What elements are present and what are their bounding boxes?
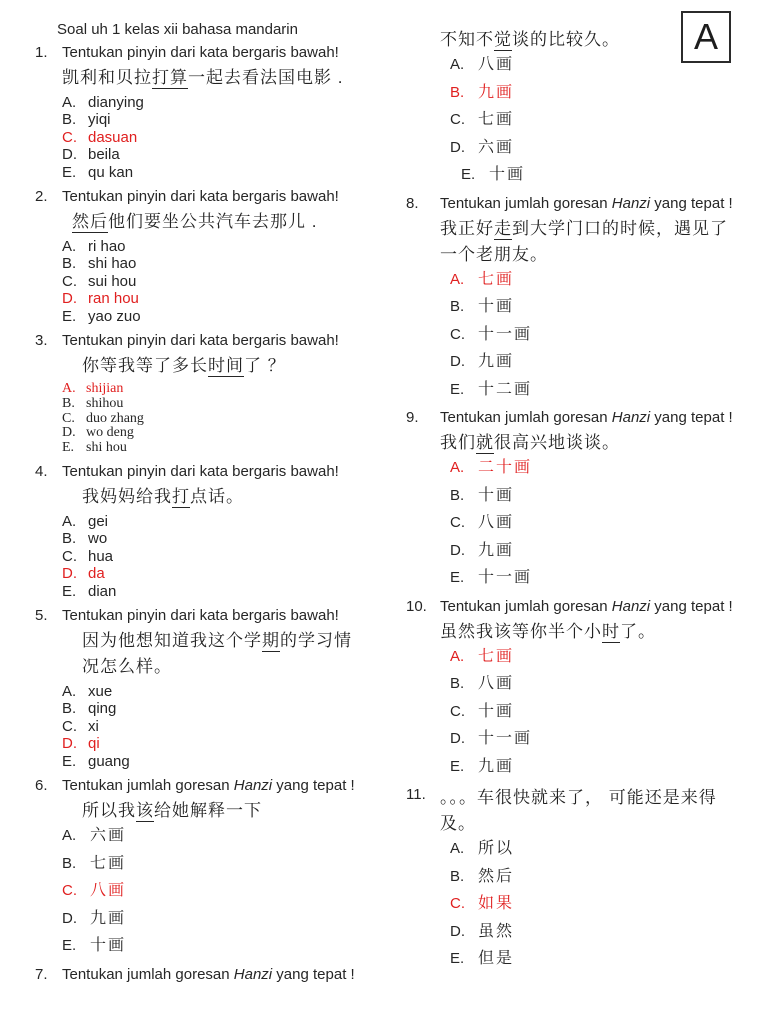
option-letter: E.: [62, 752, 77, 770]
options-list: [406, 648, 754, 776]
option-row: [450, 542, 754, 560]
instruction-text: Tentukan jumlah goresan: [440, 409, 612, 426]
option-text: 但是: [478, 950, 515, 967]
option-letter: C.: [62, 272, 77, 290]
option-text: ran hou: [88, 290, 139, 308]
instruction-text: Tentukan jumlah goresan: [440, 597, 612, 615]
hanzi-italic: Hanzi: [611, 194, 651, 212]
option-letter: A.: [450, 56, 465, 73]
option-text: 九画: [478, 757, 515, 775]
option-letter: A.: [62, 94, 77, 111]
option-letter: E.: [62, 163, 77, 181]
sentence-part: 所以我: [82, 801, 136, 821]
option-row: [62, 412, 387, 427]
question-header: [35, 965, 387, 984]
chinese-sentence: [440, 216, 732, 268]
option-row: [450, 514, 754, 532]
option-text: ri hao: [88, 238, 126, 256]
instruction-text: Tentukan jumlah goresan: [62, 965, 234, 983]
option-letter: B.: [62, 255, 77, 273]
options-list: [406, 56, 754, 184]
question-number: 6.: [35, 777, 48, 795]
option-row: [62, 882, 387, 900]
option-letter: D.: [450, 730, 465, 747]
option-text: shihou: [86, 395, 124, 411]
option-letter: E.: [450, 380, 465, 398]
option-letter: B.: [450, 675, 465, 692]
option-letter: E.: [450, 569, 465, 586]
question-instruction: [440, 408, 754, 427]
chinese-sentence: [62, 65, 347, 91]
option-row: [62, 308, 387, 325]
option-row: [62, 937, 387, 955]
option-letter: A.: [62, 381, 76, 397]
question: [406, 408, 754, 587]
option-letter: E.: [450, 950, 465, 967]
option-text: 十画: [90, 937, 127, 955]
question-instruction: [62, 43, 387, 62]
options-list: [406, 840, 754, 968]
option-text: guang: [88, 752, 130, 770]
sentence-part: 了。: [620, 621, 656, 641]
option-letter: E.: [450, 757, 465, 775]
sentence-part: 凯利和贝拉: [62, 68, 152, 87]
option-text: 十画: [489, 166, 526, 183]
option-row: [450, 84, 754, 102]
option-row: [450, 56, 754, 74]
question-number: 10.: [406, 597, 427, 615]
sentence-part: 点话。: [190, 487, 244, 507]
option-text: 十一画: [478, 325, 533, 343]
underlined-word: 就: [476, 433, 494, 452]
option-row: [62, 700, 387, 717]
option-letter: B.: [450, 298, 465, 315]
hanzi-italic: Hanzi: [611, 409, 651, 426]
question: [406, 785, 754, 968]
underlined-word: 觉: [494, 30, 512, 49]
option-letter: A.: [62, 827, 77, 845]
option-letter: E.: [62, 582, 77, 600]
option-row: [62, 583, 387, 600]
option-letter: D.: [62, 909, 77, 927]
option-row: [450, 703, 754, 721]
option-letter: B.: [450, 867, 465, 885]
option-row: [62, 290, 387, 307]
option-text: dasuan: [88, 128, 138, 146]
option-row: [62, 238, 387, 255]
sentence-part: 谈的比较久。: [512, 30, 620, 49]
option-text: beila: [88, 146, 120, 164]
option-text: 七画: [478, 647, 515, 665]
option-row: [62, 827, 387, 845]
option-row: [62, 441, 387, 456]
option-text: wo deng: [86, 425, 134, 441]
option-text: xi: [88, 717, 99, 735]
option-text: sui hou: [88, 272, 137, 290]
question-header: [35, 43, 387, 62]
question-header: [406, 194, 754, 213]
underlined-word: 打算: [152, 68, 188, 87]
chinese-sentence: [440, 619, 732, 645]
option-text: qu kan: [88, 163, 134, 181]
option-letter: C.: [450, 702, 465, 720]
option-text: 十一画: [478, 569, 533, 586]
question-header: [406, 597, 754, 616]
option-row: [62, 164, 387, 181]
option-row: [450, 868, 754, 886]
option-text: 七画: [478, 270, 515, 288]
option-row: [62, 565, 387, 582]
chinese-sentence: [82, 353, 367, 379]
option-row: [62, 146, 387, 163]
option-letter: D.: [450, 138, 465, 156]
option-letter: A.: [62, 238, 77, 256]
sentence-part: 的学习情况怎么样。: [82, 631, 352, 677]
option-letter: A.: [62, 683, 77, 701]
instruction-text: Tentukan pinyin dari kata bergaris bawah!: [62, 188, 339, 206]
option-letter: D.: [450, 541, 465, 559]
question-number: 9.: [406, 409, 419, 426]
option-letter: B.: [450, 486, 465, 504]
question-text-chinese: [440, 785, 746, 837]
option-letter: D.: [450, 922, 465, 940]
option-row: [450, 139, 754, 157]
question-instruction: [62, 606, 387, 625]
instruction-text: yang tepat !: [650, 597, 733, 615]
option-row: [62, 513, 387, 530]
option-row: [461, 166, 754, 184]
option-letter: D.: [62, 565, 77, 583]
option-row: [450, 381, 754, 399]
options-list: [35, 382, 387, 456]
question-instruction: [62, 776, 387, 795]
option-text: 八画: [90, 882, 127, 900]
option-letter: D.: [62, 735, 77, 753]
option-row: [450, 648, 754, 666]
instruction-text: Tentukan pinyin dari kata bergaris bawah!: [62, 463, 339, 481]
option-text: 九画: [478, 353, 515, 370]
option-text: shijian: [86, 381, 124, 397]
sentence-part: 到大学门口的时候，遇见了一个老朋友。: [440, 218, 728, 264]
question-header: [35, 606, 387, 625]
option-text: yao zuo: [88, 307, 141, 325]
instruction-text: yang tepat !: [650, 194, 733, 212]
left-column: [35, 20, 387, 984]
option-row: [450, 487, 754, 505]
underlined-word: 时: [602, 621, 620, 641]
hanzi-italic: Hanzi: [233, 965, 273, 983]
page-title: Soal uh 1 kelas xii bahasa mandarin: [57, 21, 298, 38]
question: [406, 194, 754, 399]
option-letter: B.: [62, 111, 77, 129]
option-letter: C.: [62, 128, 77, 146]
option-text: 六画: [90, 827, 127, 845]
underlined-word: 时间: [208, 356, 244, 376]
option-letter: C.: [450, 325, 465, 343]
instruction-text: Tentukan pinyin dari kata bergaris bawah!: [62, 44, 339, 61]
option-text: shi hao: [88, 255, 137, 273]
option-text: 所以: [478, 840, 515, 857]
question: [35, 43, 387, 181]
question-number: 5.: [35, 607, 48, 625]
chinese-sentence: [82, 628, 367, 680]
instruction-text: Tentukan pinyin dari kata bergaris bawah!: [62, 332, 339, 350]
question-instruction: [62, 187, 387, 206]
option-letter: B.: [62, 395, 75, 411]
question: [35, 776, 387, 955]
option-letter: B.: [62, 854, 77, 872]
question-number: 2.: [35, 188, 48, 206]
underlined-word: 走: [494, 218, 512, 238]
option-letter: D.: [62, 290, 77, 308]
option-text: qing: [88, 700, 117, 718]
sentence-part: 了 ？: [244, 356, 286, 376]
option-text: 二十画: [478, 459, 533, 476]
option-text: duo zhang: [86, 410, 144, 426]
option-text: wo: [88, 530, 108, 548]
question-header: [406, 408, 754, 427]
question-number: 3.: [35, 332, 48, 350]
option-letter: E.: [62, 937, 77, 955]
instruction-text: yang tepat !: [650, 409, 733, 426]
option-row: [450, 326, 754, 344]
options-list: [35, 683, 387, 770]
question-number: 11.: [406, 786, 426, 803]
options-list: [35, 513, 387, 600]
option-row: [62, 530, 387, 547]
option-row: [62, 397, 387, 412]
option-text: 九画: [90, 909, 127, 927]
option-text: 九画: [478, 541, 515, 559]
option-row: [450, 840, 754, 858]
option-row: [62, 94, 387, 111]
underlined-word: 打: [172, 487, 190, 507]
option-text: 七画: [478, 111, 515, 128]
option-text: hua: [88, 547, 114, 565]
question: [35, 462, 387, 600]
option-row: [450, 298, 754, 316]
option-letter: C.: [450, 111, 465, 128]
chinese-sentence: [72, 209, 357, 235]
sentence-part: 我正好: [440, 218, 494, 238]
question-number: 4.: [35, 463, 48, 481]
options-list: [406, 459, 754, 587]
options-list: [35, 238, 387, 325]
options-list: [35, 827, 387, 955]
option-row: [62, 273, 387, 290]
question-instruction: [440, 194, 754, 213]
option-text: 十二画: [478, 380, 533, 398]
question-number: 7.: [35, 965, 48, 983]
question-number: 1.: [35, 44, 48, 61]
option-row: [62, 910, 387, 928]
sentence-part: 他们要坐公共汽车去那儿 .: [108, 212, 318, 232]
option-text: yiqi: [88, 111, 111, 129]
underlined-word: 然后: [72, 212, 108, 232]
chinese-sentence: [440, 430, 732, 456]
instruction-text: Tentukan jumlah goresan: [62, 777, 234, 795]
option-letter: C.: [62, 547, 77, 565]
option-letter: A.: [450, 647, 465, 665]
option-row: [62, 855, 387, 873]
option-letter: E.: [62, 307, 77, 325]
option-text: 八画: [478, 514, 515, 531]
question-instruction: [62, 965, 387, 984]
option-row: [450, 111, 754, 129]
option-text: 十画: [478, 486, 515, 504]
option-letter: A.: [62, 513, 77, 531]
option-letter: A.: [450, 840, 465, 857]
sentence-part: 不知不: [440, 30, 494, 49]
option-text: da: [88, 565, 105, 583]
hanzi-italic: Hanzi: [233, 777, 273, 795]
option-text: 如果: [478, 895, 515, 912]
instruction-text: yang tepat !: [272, 777, 355, 795]
option-text: 虽然: [478, 922, 515, 940]
option-letter: D.: [450, 353, 465, 370]
chinese-sentence: [440, 27, 732, 53]
instruction-text: Tentukan jumlah goresan: [440, 194, 612, 212]
option-text: 十画: [478, 298, 515, 315]
option-row: [450, 569, 754, 587]
option-text: qi: [88, 735, 100, 753]
sentence-part: 我们: [440, 433, 476, 452]
underlined-word: 该: [136, 801, 154, 821]
sentence-part: 。。。车很快就来了， 可能还是来得及。: [440, 788, 717, 833]
option-row: [62, 255, 387, 272]
instruction-text: yang tepat !: [272, 965, 355, 983]
question-instruction: [62, 331, 387, 350]
option-letter: C.: [62, 717, 77, 735]
chinese-sentence: [82, 798, 367, 824]
option-row: [450, 923, 754, 941]
option-text: shi hou: [86, 440, 127, 456]
option-row: [450, 675, 754, 693]
question: [406, 597, 754, 776]
sentence-part: 因为他想知道我这个学: [82, 631, 262, 651]
question-header: [35, 776, 387, 795]
option-text: 八画: [478, 675, 515, 692]
question: [35, 965, 387, 984]
option-letter: C.: [62, 410, 75, 426]
option-letter: A.: [450, 270, 465, 288]
sentence-part: 我妈妈给我: [82, 487, 172, 507]
option-letter: B.: [62, 530, 77, 548]
question: [35, 187, 387, 325]
option-letter: A.: [450, 459, 465, 476]
instruction-text: Tentukan pinyin dari kata bergaris bawah!: [62, 607, 339, 625]
option-row: [62, 129, 387, 146]
option-text: 七画: [90, 854, 127, 872]
option-row: [62, 111, 387, 128]
option-row: [62, 718, 387, 735]
options-list: [406, 271, 754, 399]
question-header: [406, 785, 754, 837]
question-header: [35, 331, 387, 350]
option-text: dian: [88, 582, 117, 600]
option-text: 九画: [478, 83, 515, 101]
question-instruction: [62, 462, 387, 481]
right-column: [406, 24, 754, 978]
option-row: [62, 426, 387, 441]
option-row: [450, 353, 754, 371]
question-header: [35, 187, 387, 206]
option-row: [450, 758, 754, 776]
option-row: [62, 753, 387, 770]
options-list: [35, 94, 387, 181]
option-letter: B.: [450, 83, 465, 101]
hanzi-italic: Hanzi: [611, 597, 651, 615]
option-text: xue: [88, 683, 113, 701]
question: [35, 606, 387, 770]
option-row: [62, 382, 387, 397]
option-text: 然后: [478, 867, 515, 885]
option-letter: C.: [450, 514, 465, 531]
option-text: dianying: [88, 94, 144, 111]
chinese-sentence: [82, 484, 367, 510]
option-text: 八画: [478, 56, 515, 73]
option-row: [450, 730, 754, 748]
sentence-part: 你等我等了多长: [82, 356, 208, 376]
option-text: 十画: [478, 702, 515, 720]
sentence-part: 一起去看法国电影 .: [188, 68, 344, 87]
option-letter: B.: [62, 700, 77, 718]
option-row: [62, 548, 387, 565]
option-row: [450, 459, 754, 477]
option-row: [450, 271, 754, 289]
option-letter: C.: [450, 895, 465, 912]
option-row: [450, 895, 754, 913]
sentence-part: 给她解释一下: [154, 801, 262, 821]
option-letter: E.: [62, 440, 75, 456]
option-text: 十一画: [478, 730, 533, 747]
question-header: [35, 462, 387, 481]
grade-letter: A: [693, 16, 718, 57]
option-letter: D.: [62, 146, 77, 164]
option-letter: D.: [62, 425, 76, 441]
option-row: [450, 950, 754, 968]
option-letter: C.: [62, 882, 77, 900]
question-instruction: [440, 597, 754, 616]
option-letter: E.: [461, 166, 476, 183]
option-text: gei: [88, 513, 109, 531]
option-text: 六画: [478, 138, 515, 156]
question: [35, 331, 387, 456]
question-continued: [406, 27, 754, 184]
sentence-part: 很高兴地谈谈。: [494, 433, 620, 452]
option-row: [62, 683, 387, 700]
option-row: [62, 735, 387, 752]
underlined-word: 期: [262, 631, 280, 651]
sentence-part: 虽然我该等你半个小: [440, 621, 602, 641]
question-number: 8.: [406, 194, 419, 212]
